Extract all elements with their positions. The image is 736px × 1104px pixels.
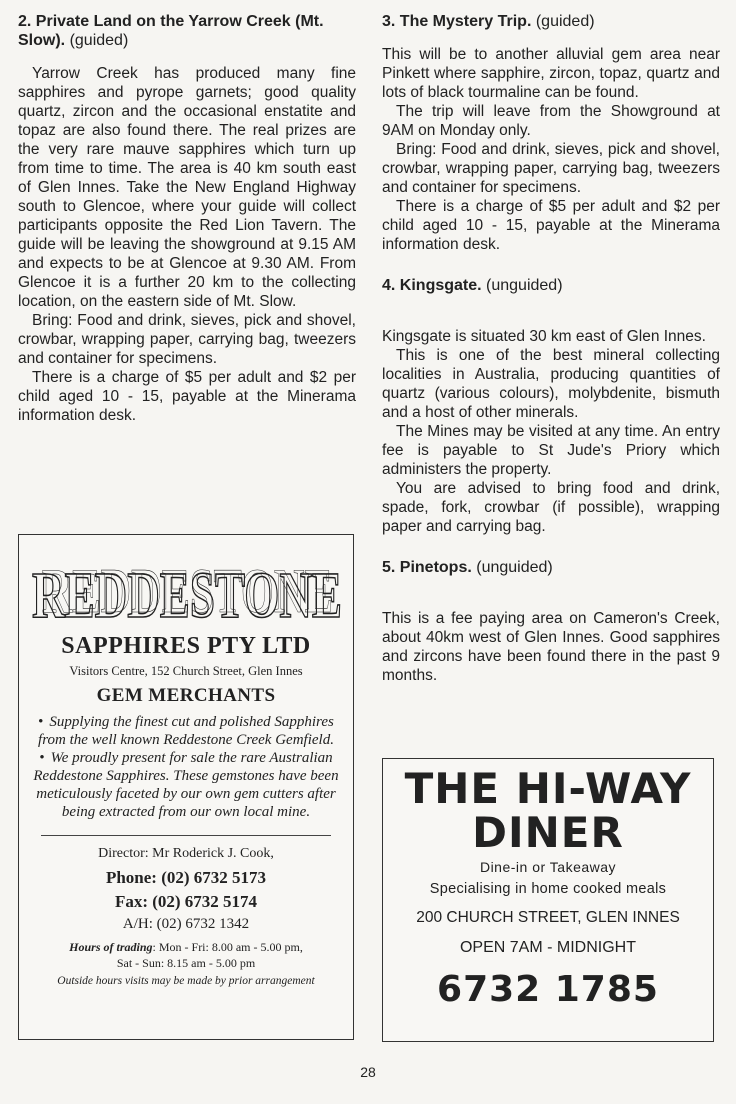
paragraph: The Mines may be visited at any time. An entry fee is payable to St Jude's Priory which administers the property. — [382, 423, 720, 478]
divider — [41, 835, 331, 836]
outside-hours-note: Outside hours visits may be made by prior arrangement — [57, 975, 315, 987]
section-title: 3. The Mystery Trip. — [382, 13, 532, 30]
diner-title: THE HI-WAY — [404, 764, 692, 813]
section-mystery-trip — [382, 12, 720, 254]
hi-way-diner-advertisement — [382, 758, 714, 1042]
dine-in-text: Dine-in or Takeaway — [479, 859, 617, 875]
paragraph: There is a charge of $5 per adult and $2 per child aged 10 - 15, payable at the Minerama information desk. — [382, 198, 720, 253]
hours-label: Hours of trading — [69, 940, 153, 954]
fax-number: Fax: (02) 6732 5174 — [114, 892, 258, 911]
paragraph: This will be to another alluvial gem area near Pinkett where sapphire, zircon, topaz, quartz and lots of black tourmaline can be found. — [382, 46, 720, 101]
opening-hours: OPEN 7AM - MIDNIGHT — [459, 939, 636, 956]
section-heading — [382, 276, 720, 295]
section-tag: (guided) — [535, 13, 595, 30]
right-column — [382, 12, 720, 707]
director: Director: Mr Roderick J. Cook, — [98, 846, 274, 861]
phone-number: Phone: (02) 6732 5173 — [105, 868, 267, 887]
paragraph: This is a fee paying area on Cameron's Creek, about 40km west of Glen Innes. Good sapphires and zircons have been found there in the past 9 months. — [382, 610, 720, 684]
list-item: • Supplying the finest cut and polished Sapphires from the well known Reddestone Creek Gemfield. — [38, 714, 334, 748]
section-tag: (unguided) — [486, 277, 563, 294]
diner-phone: 6732 1785 — [437, 969, 659, 1010]
paragraph: Bring: Food and drink, sieves, pick and shovel, crowbar, wrapping paper, carrying bag, tweezers and container for specimens. — [18, 312, 356, 367]
paragraph: You are advised to bring food and drink, spade, fork, crowbar (if possible), wrapping paper and carrying bag. — [382, 480, 720, 535]
paragraph: There is a charge of $5 per adult and $2 per child aged 10 - 15, payable at the Minerama information desk. — [18, 369, 356, 424]
section-yarrow-creek — [18, 12, 356, 425]
reddestone-logo — [27, 545, 345, 631]
diner-address: 200 CHURCH STREET, GLEN INNES — [416, 909, 680, 926]
section-title: 2. Private Land on the Yarrow Creek (Mt. Slow). — [18, 13, 324, 49]
section-heading — [382, 558, 720, 577]
company-name: SAPPHIRES PTY LTD — [61, 633, 311, 659]
trading-hours: Hours of trading: Mon - Fri: 8.00 am - 5.00 pm, Sat - Sun: 8.15 am - 5.00 pm — [69, 940, 303, 970]
paragraph: Yarrow Creek has produced many fine sapphires and pyrope garnets; good quality quartz, zircon and the occasional enstatite and topaz are also found there. The real prizes are the very rare mauve sapphires which turn up from time to time. The area is 40 km south east of Glen Innes. Take the New England Highway south to Glencoe, where your guide will collect participants opposite the Red Lion Tavern. The guide will be leaving the showground at 9.15 AM and expects to be at Glencoe at 9.30 AM. From Glencoe it is a further 20 km to the collecting location, on the eastern side of Mt. Slow. — [18, 65, 356, 310]
specialising-text: Specialising in home cooked meals — [429, 881, 667, 897]
paragraph: Kingsgate is situated 30 km east of Glen Innes. — [382, 328, 706, 345]
section-tag: (unguided) — [476, 559, 553, 576]
logo-text: REDDESTONE — [32, 559, 342, 631]
feature-list — [31, 713, 341, 821]
paragraph: This is one of the best mineral collecting localities in Australia, producing quantities of quartz (various colours), molybdenite, bismuth and a host of other minerals. — [382, 347, 720, 421]
section-pinetops — [382, 558, 720, 685]
gem-merchants-heading: GEM MERCHANTS — [96, 685, 276, 706]
diner-title-2: DINER — [472, 808, 624, 857]
section-title: 5. Pinetops. — [382, 559, 472, 576]
paragraph: Bring: Food and drink, sieves, pick and shovel, crowbar, wrapping paper, carrying bag, tweezers and container for specimens. — [382, 141, 720, 196]
company-address: Visitors Centre, 152 Church Street, Glen Innes — [69, 664, 303, 678]
section-heading — [18, 12, 356, 50]
section-kingsgate — [382, 276, 720, 536]
reddestone-advertisement — [18, 534, 354, 1040]
after-hours-number: A/H: (02) 6732 1342 — [122, 916, 250, 932]
page-number: 28 — [360, 1064, 376, 1080]
reddestone-logo-graphic — [27, 545, 347, 631]
list-item: • We proudly present for sale the rare Australian Reddestone Sapphires. These gemstones have been meticulously faceted by our own gem cutters after being extracted from our own local mine. — [33, 750, 339, 820]
section-tag: (guided) — [69, 32, 129, 49]
left-column — [18, 12, 356, 447]
section-heading — [382, 12, 720, 31]
logo-text-outline: REDDESTONE — [41, 554, 333, 626]
section-title: 4. Kingsgate. — [382, 277, 482, 294]
paragraph: The trip will leave from the Showground at 9AM on Monday only. — [382, 103, 720, 139]
